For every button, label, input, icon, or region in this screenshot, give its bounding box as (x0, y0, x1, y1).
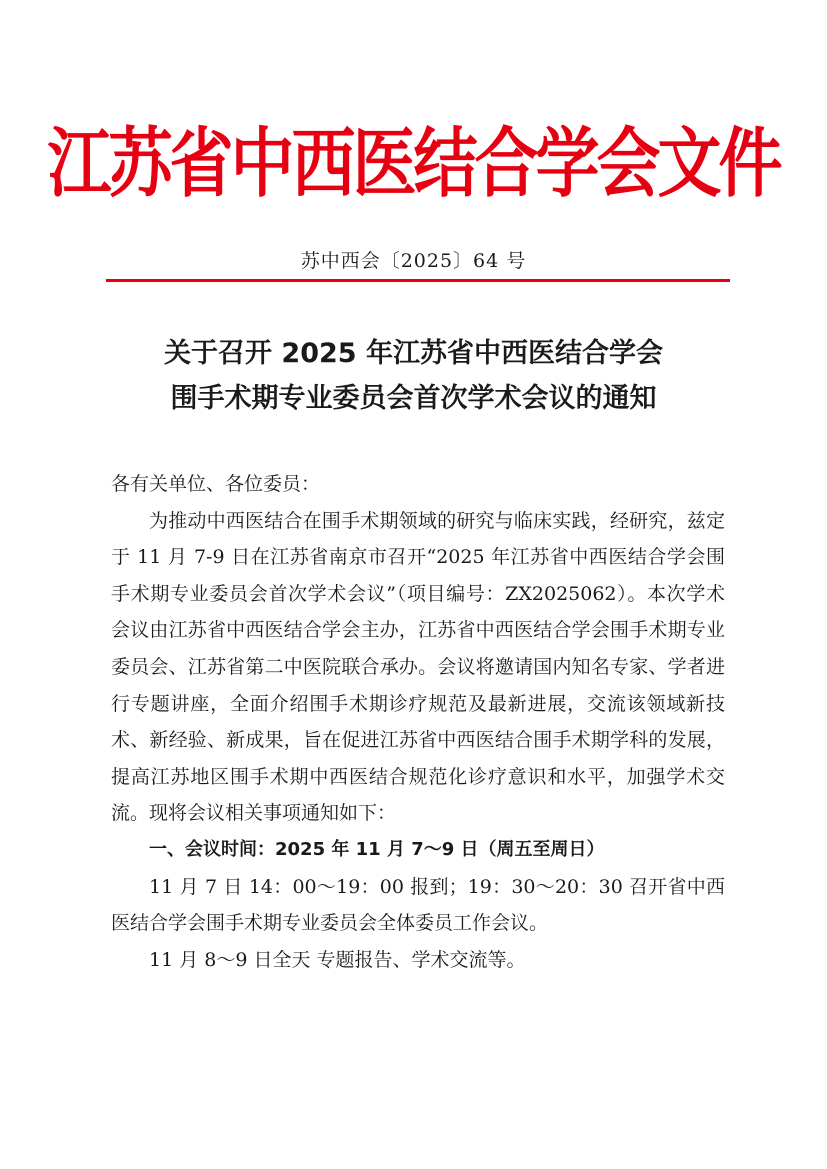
salutation: 各有关单位、各位委员： (111, 473, 321, 495)
intro-paragraph: 为推动中西医结合在围手术期领域的研究与临床实践，经研究，兹定于 11 月 7-9 日在江苏省南京市召开“2025 年江苏省中西医结合学会围手术期专业委员会首次学术会议”（项目编号：ZX2025062）。本次学术会议由江苏省中西医结合学会主办，江苏省中西医结合学会围手术期专业委员会、江苏省第二中医院联合承办。会议将邀请国内知名专家、学者进行专题讲座，全面介绍围手术期诊疗规范及最新进展，交流该领域新技术、新经验、新成果，旨在促进江苏省中西医结合围手术期学科的发展，提高江苏地区围手术期中西医结合规范化诊疗意识和水平，加强学术交流。现将会议相关事项通知如下： (111, 509, 725, 825)
notice-body (111, 466, 725, 978)
red-divider-line (106, 279, 730, 282)
document-number: 苏中西会〔2025〕64 号 (300, 250, 527, 272)
notice-title-line-2: 围手术期专业委员会首次学术会议的通知 (170, 383, 657, 414)
document-masthead: 江苏省中西医结合学会文件 (47, 120, 780, 209)
notice-title-line-1: 关于召开 2025 年江苏省中西医结合学会 (164, 338, 663, 369)
schedule-day-2: 11 月 8～9 日全天 专题报告、学术交流等。 (149, 948, 526, 971)
schedule-day-1: 11 月 7 日 14：00～19：00 报到；19：30～20：30 召开省中西医结合学会围手术期专业委员会全体委员工作会议。 (111, 875, 725, 935)
section-heading-meeting-time: 一、会议时间：2025 年 11 月 7～9 日（周五至周日） (149, 838, 605, 860)
